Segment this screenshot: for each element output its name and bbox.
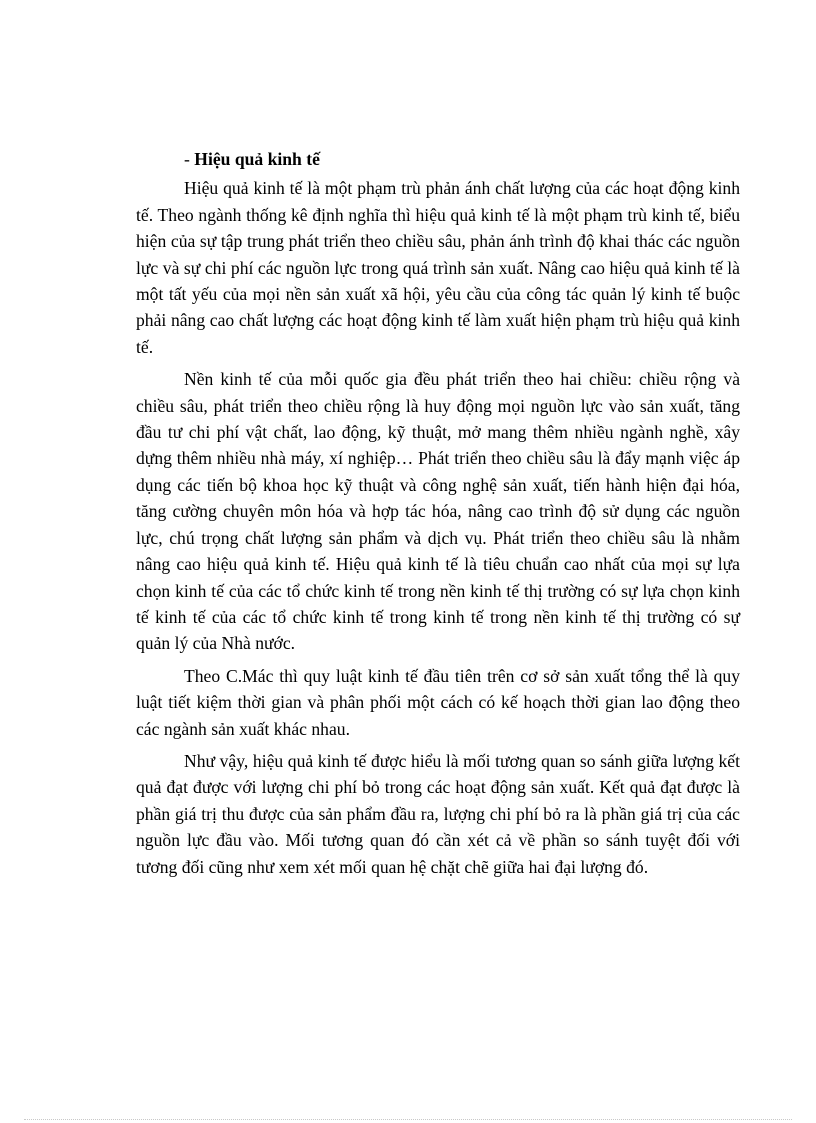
page-bottom-rule xyxy=(24,1119,792,1120)
paragraph-development-directions: Nền kinh tế của mỗi quốc gia đều phát triển theo hai chiều: chiều rộng và chiều sâu, phát triển theo chiều rộng là huy động mọi nguồn lực vào sản xuất, tăng đầu tư chi phí vật chất, lao động, kỹ thuật, mở mang thêm nhiều ngành nghề, xây dựng thêm nhiều nhà máy, xí nghiệp… Phát triển theo chiều sâu là đẩy mạnh việc áp dụng các tiến bộ khoa học kỹ thuật và công nghệ sản xuất, tiến hành hiện đại hóa, tăng cường chuyên môn hóa và hợp tác hóa, nâng cao trình độ sử dụng các nguồn lực, chú trọng chất lượng sản phẩm và dịch vụ. Phát triển theo chiều sâu là nhằm nâng cao hiệu quả kinh tế. Hiệu quả kinh tế là tiêu chuẩn cao nhất của mọi sự lựa chọn kinh tế của các tổ chức kinh tế trong nền kinh tế thị trường có sự lựa chọn kinh tế kinh tế của các tổ chức kinh tế trong kinh tế trong nền kinh tế thị trường có sự quản lý của Nhà nước. xyxy=(136,369,740,654)
section-heading xyxy=(184,146,740,172)
section-heading-prefix: - xyxy=(184,149,195,169)
page-body xyxy=(136,146,740,886)
paragraph-conclusion: Như vậy, hiệu quả kinh tế được hiểu là mối tương quan so sánh giữa lượng kết quả đạt được với lượng chi phí bỏ trong các hoạt động sản xuất. Kết quả đạt được là phần giá trị thu được của sản phẩm đầu ra, lượng chi phí bỏ ra là phần giá trị của các nguồn lực đầu vào. Mối tương quan đó cần xét cả về phần so sánh tuyệt đối với tương đối cũng như xem xét mối quan hệ chặt chẽ giữa hai đại lượng đó. xyxy=(136,750,740,877)
section-heading-title: Hiệu quả kinh tế xyxy=(194,149,320,169)
paragraph-marx-law: Theo C.Mác thì quy luật kinh tế đầu tiên trên cơ sở sản xuất tổng thể là quy luật tiết kiệm thời gian và phân phối một cách có kế hoạch thời gian lao động theo các ngành sản xuất khác nhau. xyxy=(136,665,740,739)
paragraph-definition: Hiệu quả kinh tế là một phạm trù phản ánh chất lượng của các hoạt động kinh tế. Theo ngành thống kê định nghĩa thì hiệu quả kinh tế là một phạm trù kinh tế, biểu hiện của sự tập trung phát triển theo chiều sâu, phản ánh trình độ khai thác các nguồn lực và sự chi phí các nguồn lực trong quá trình sản xuất. Nâng cao hiệu quả kinh tế là một tất yếu của mọi nền sản xuất xã hội, yêu cầu của công tác quản lý kinh tế buộc phải nâng cao chất lượng các hoạt động kinh tế làm xuất hiện phạm trù hiệu quả kinh tế. xyxy=(136,178,740,357)
